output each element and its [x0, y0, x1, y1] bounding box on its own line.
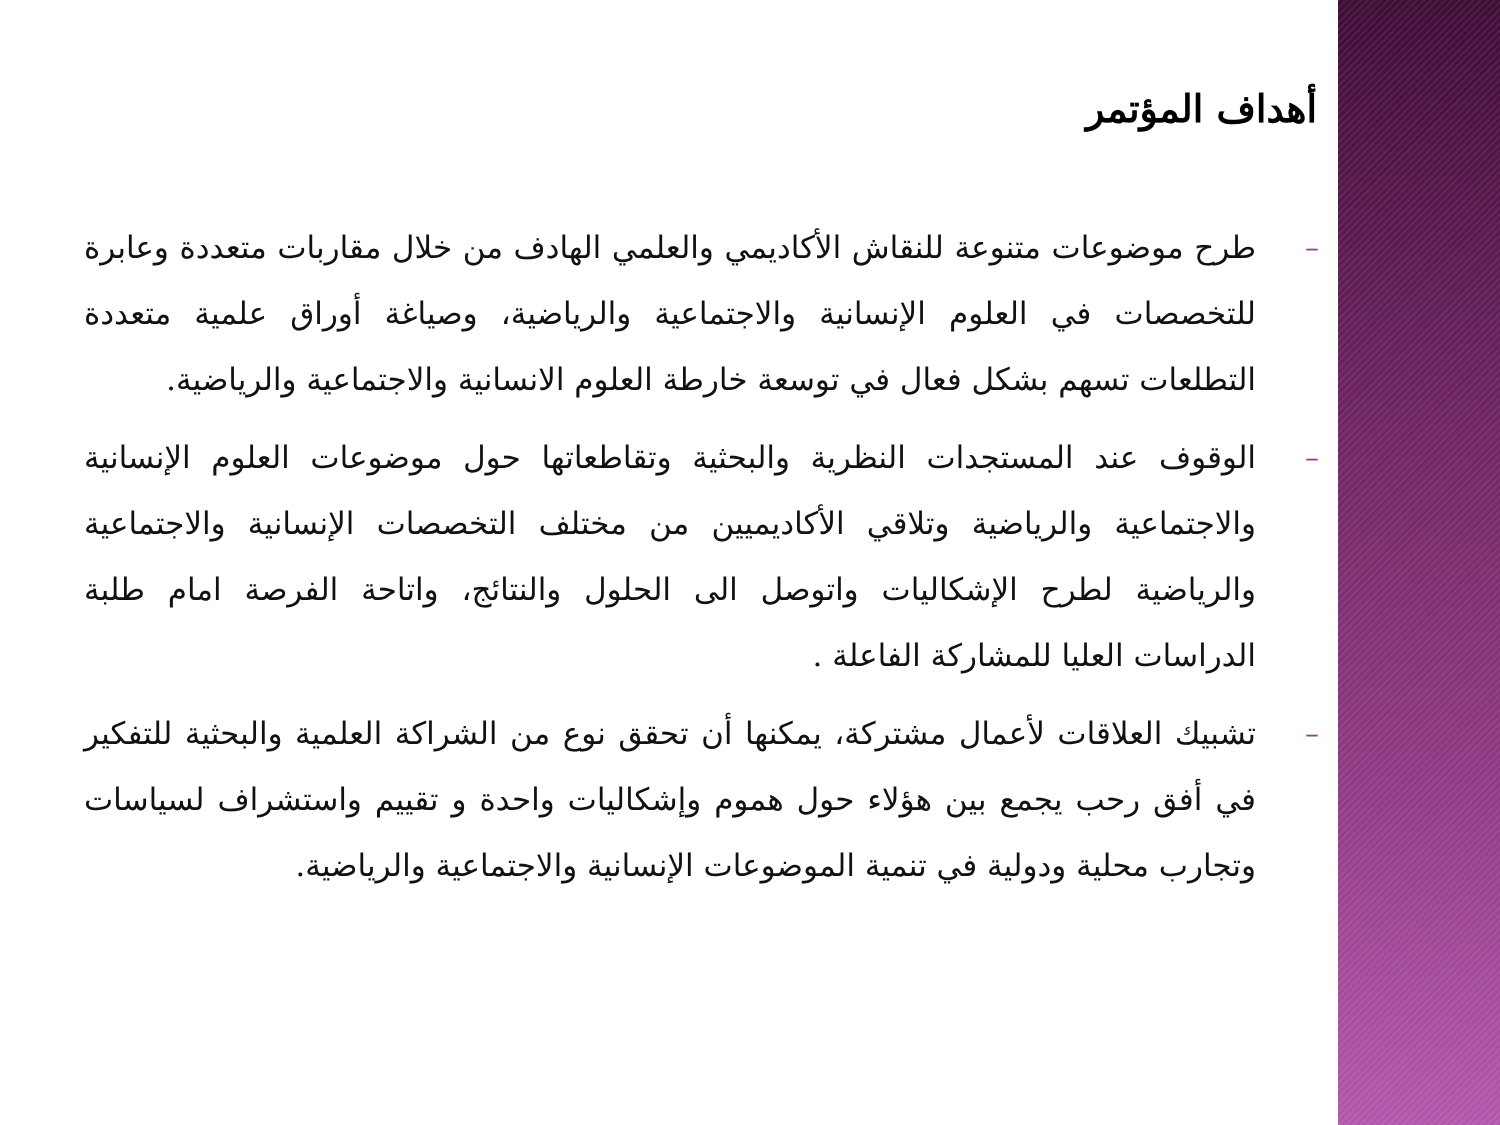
- sidebar-stripe-pattern: [1338, 0, 1500, 1125]
- bullet-item: [84, 215, 1324, 413]
- slide-title: أهداف المؤتمر: [1086, 86, 1317, 131]
- dash-bullet-icon: –: [1305, 441, 1319, 474]
- bullet-list: [84, 215, 1324, 911]
- bullet-text: تشبيك العلاقات لأعمال مشتركة، يمكنها أن تحقق نوع من الشراكة العلمية والبحثية للتفكير في أفق رحب يجمع بين هؤلاء حول هموم وإشكاليات واحدة و تقييم واستشراف لسياسات وتجارب محلية ودولية في تنمية الموضوعات الإنسانية والاجتماعية والرياضية.: [84, 716, 1256, 884]
- dash-bullet-icon: –: [1305, 231, 1319, 264]
- bullet-item: [84, 425, 1324, 689]
- decorative-sidebar: [1338, 0, 1500, 1125]
- dash-bullet-icon: –: [1305, 717, 1319, 750]
- bullet-text: طرح موضوعات متنوعة للنقاش الأكاديمي والعلمي الهادف من خلال مقاربات متعددة وعابرة للتخصصات في العلوم الإنسانية والاجتماعية والرياضية، وصياغة أوراق علمية متعددة التطلعات تسهم بشكل فعال في توسعة خارطة العلوم الانسانية والاجتماعية والرياضية.: [84, 230, 1256, 398]
- bullet-text: الوقوف عند المستجدات النظرية والبحثية وتقاطعاتها حول موضوعات العلوم الإنسانية والاجتماعية والرياضية وتلاقي الأكاديميين من مختلف التخصصات الإنسانية والاجتماعية والرياضية لطرح الإشكاليات واتوصل الى الحلول والنتائج، واتاحة الفرصة امام طلبة الدراسات العليا للمشاركة الفاعلة .: [84, 440, 1256, 674]
- bullet-item: [84, 701, 1324, 899]
